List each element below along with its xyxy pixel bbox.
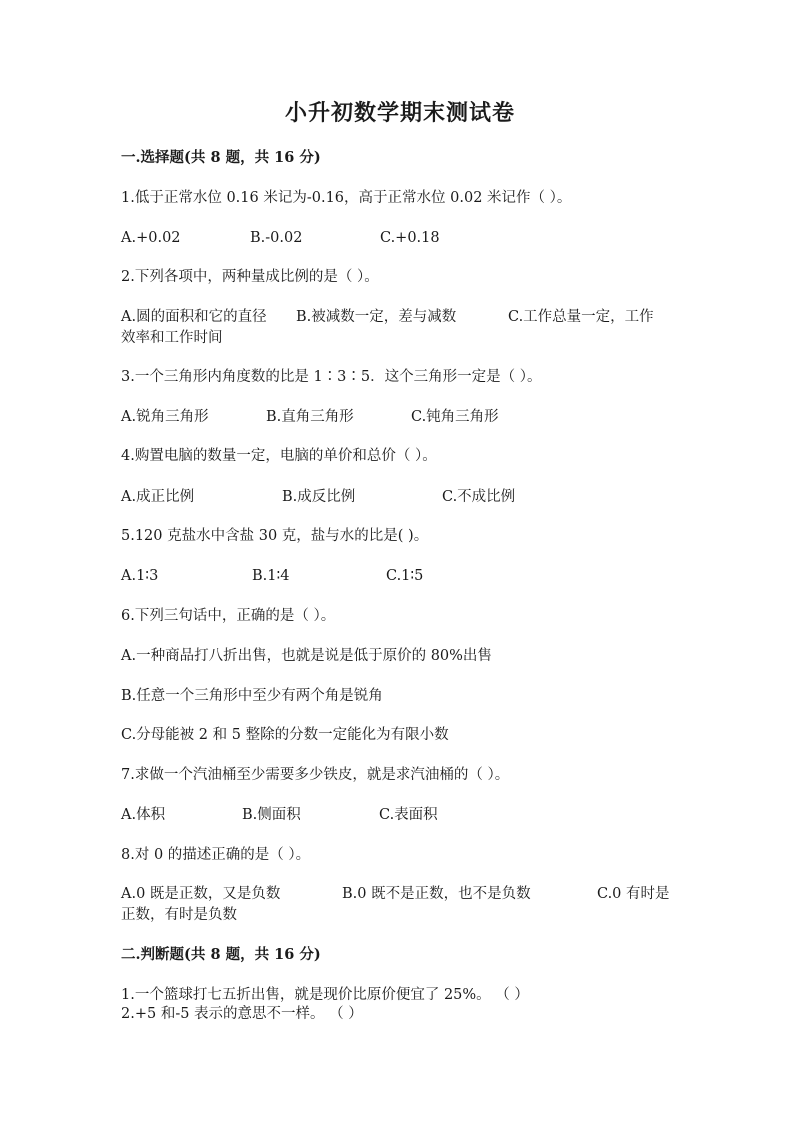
- page-title: 小升初数学期末测试卷: [284, 100, 515, 126]
- question-4-option-a: A.成正比例: [121, 489, 195, 505]
- question-1-option-c: C.+0.18: [380, 230, 440, 246]
- question-3-option-a: A.锐角三角形: [121, 409, 209, 425]
- question-2-option-a: A.圆的面积和它的直径: [121, 309, 267, 325]
- question-3-option-b: B.直角三角形: [266, 409, 354, 425]
- question-6-stem: 6.下列三句话中，正确的是（ ）。: [121, 608, 336, 624]
- question-5-option-c: C.1∶5: [386, 568, 424, 584]
- question-2-option-b: B.被减数一定，差与减数: [296, 309, 457, 325]
- question-4-option-c: C.不成比例: [442, 489, 516, 505]
- question-1-option-a: A.+0.02: [121, 230, 181, 246]
- question-6-option-a: A.一种商品打八折出售，也就是说是低于原价的 80%出售: [121, 648, 492, 664]
- question-3-stem: 3.一个三角形内角度数的比是 1∶3∶5．这个三角形一定是（ ）。: [121, 369, 542, 385]
- question-8-continuation: 正数，有时是负数: [121, 907, 237, 923]
- question-8-option-c: C.0 有时是: [597, 886, 670, 902]
- question-2-option-c: C.工作总量一定，工作: [508, 309, 654, 325]
- question-7-option-a: A.体积: [121, 807, 166, 823]
- section-heading-judgment: 二.判断题(共 8 题，共 16 分): [121, 946, 321, 963]
- judgment-item-1: 1.一个篮球打七五折出售，就是现价比原价便宜了 25%。 （ ）: [121, 987, 529, 1003]
- question-4-stem: 4.购置电脑的数量一定，电脑的单价和总价（ ）。: [121, 448, 437, 464]
- question-5-stem: 5.120 克盐水中含盐 30 克，盐与水的比是( )。: [121, 528, 429, 544]
- question-7-option-b: B.侧面积: [242, 807, 301, 823]
- question-5-option-b: B.1∶4: [252, 568, 290, 584]
- question-7-stem: 7.求做一个汽油桶至少需要多少铁皮，就是求汽油桶的（ ）。: [121, 767, 510, 783]
- question-3-option-c: C.钝角三角形: [411, 409, 499, 425]
- question-1-stem: 1.低于正常水位 0.16 米记为-0.16，高于正常水位 0.02 米记作（ ）。: [121, 190, 572, 206]
- question-1-option-b: B.-0.02: [250, 230, 303, 246]
- question-2-continuation: 效率和工作时间: [121, 330, 223, 346]
- question-4-option-b: B.成反比例: [282, 489, 356, 505]
- question-2-stem: 2.下列各项中，两种量成比例的是（ ）。: [121, 269, 379, 285]
- question-8-stem: 8.对 0 的描述正确的是（ ）。: [121, 847, 311, 863]
- question-8-option-b: B.0 既不是正数，也不是负数: [342, 886, 531, 902]
- judgment-item-2: 2.+5 和-5 表示的意思不一样。 （ ）: [121, 1006, 363, 1022]
- question-5-option-a: A.1∶3: [121, 568, 159, 584]
- question-6-option-c: C.分母能被 2 和 5 整除的分数一定能化为有限小数: [121, 727, 449, 743]
- question-8-option-a: A.0 既是正数，又是负数: [121, 886, 281, 902]
- question-7-option-c: C.表面积: [379, 807, 438, 823]
- question-6-option-b: B.任意一个三角形中至少有两个角是锐角: [121, 688, 383, 704]
- section-heading-choice: 一.选择题(共 8 题，共 16 分): [121, 149, 321, 166]
